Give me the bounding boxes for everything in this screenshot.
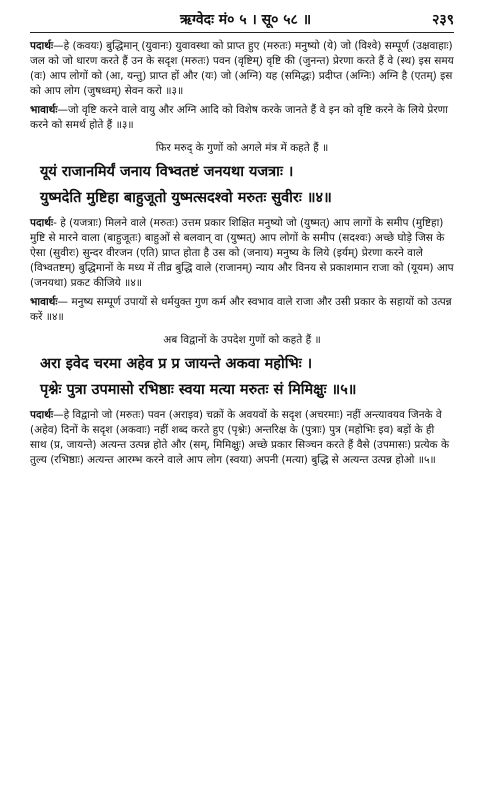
mantra-line: अरा इवेद चरमा अहेव प्र प्र जायन्ते अकवा महोभिः । [40,355,313,372]
padartha-text: —हे विद्वानो जो (मरुतः) पवन (अराइव) चक्रों के अवयवों के सदृश (अचरमाः) नहीं अन्त्यावयव जिनके वे (अहेव) दिनों के सदृश (अकवाः) नहीं शब्द करते हुए (पृश्नेः) अन्तरिक्ष के (पुत्राः) पुत्र (महोभिः इव) बड़ों के ही साथ (प्र, जायन्ते) अत्यन्त उत्पन्न होते और (सम्, मिमिक्षुः) अच्छे प्रकार सिञ्चन करते हैं वैसे (उपमासः) प्रत्येक के तुल्य (रभिष्ठाः) अत्यन्त आरम्भ करने वाले आप लोग (स्वया) अपनी (मत्या) बुद्धि से अत्यन्त उत्पन्न होओ ॥५॥ [30,409,450,466]
header-rule [30,32,454,33]
padartha-text: —हे (कवयः) बुद्धिमान् (युवानः) युवावस्था को प्राप्त हुए (मरुतः) मनुष्यो (ये) जो (विश्वे) सम्पूर्ण (उक्षवाहाः) जल को जो धारण करते हैं उन के सदृश (मरुतः) पवन (वृष्टिम्) वृष्टि की (जुनन्त) प्रेरणा करते हैं वे (स्थ) इस समय (वः) आप लोगों को (आ, यन्तु) प्राप्त हों और (यः) जो (अग्नि) यह (समिद्धः) प्रदीप्त (अग्निः) अग्नि है (एतम्) इस को आप लोग (जुषध्वम्) सेवन करो ॥३॥ [30,40,454,97]
running-title: ऋग्वेदः मं० ५ । सू० ५८ ॥ [180,11,312,28]
section-intro: अब विद्वानों के उपदेश गुणों को कहते हैं ॥ [163,334,321,346]
bhavartha-text: — मनुष्य सम्पूर्ण उपायों से धर्मयुक्त गुण कर्म और स्वभाव वाले राजा और उसी प्रकार के सहायों को उत्पन्न करें ॥४॥ [30,296,452,323]
page-header [30,6,454,32]
mantra-line: पृश्नेः पुत्रा उपमासो रभिष्ठाः स्वया मत्या मरुतः सं मिमिक्षुः ॥५॥ [40,381,357,398]
section-intro: फिर मरुद् के गुणों को अगले मंत्र में कहते हैं ॥ [155,142,329,154]
mantra-line: युष्मदेति मुष्टिहा बाहुजूतो युष्मत्सदश्वो मरुतः सुवीरः ॥४॥ [40,189,332,206]
padartha-paragraph [30,216,454,291]
padartha-label: पदार्थः [30,217,54,229]
page-number: २३९ [432,11,454,28]
padartha-paragraph [30,408,454,468]
padartha-paragraph [30,39,454,99]
bhavartha-paragraph [30,103,454,133]
padartha-label: पदार्थः [30,409,54,421]
padartha-text: - हे (यजत्राः) मिलने वाले (मरुतः) उत्तम प्रकार शिक्षित मनुष्यो जो (युष्मत्) आप लागों के समीप (मुष्टिहा) मुष्टि से मारने वाला (बाहुजूतः) बाहुओं से बलवान् वा (युष्मत्) आप लोगों के समीप (सदश्वः) अच्छे घोड़े जिस के ऐसा (सुवीरः) सुन्दर वीरजन (एति) प्राप्त होता है उस को (जनाय) मनुष्य के लिये (इर्यम्) प्रेरणा करने वाले (विभ्वतष्टम्) बुद्धिमानों के मध्य में तीव्र बुद्धि वाले (राजानम्) न्याय और विनय से प्रकाशमान राजा को (यूयम) आप (जनयथा) प्रकट कीजिये ॥४॥ [30,217,454,289]
bhavartha-label: भावार्थः [30,296,58,308]
mantra-line: यूयं राजानमिर्यं जनाय विभ्वतष्टं जनयथा यजत्राः । [40,163,294,180]
bhavartha-label: भावार्थः [30,104,58,116]
bhavartha-paragraph [30,295,454,325]
padartha-label: पदार्थः [30,40,54,52]
bhavartha-text: —जो वृष्टि करने वाले वायु और अग्नि आदि को विशेष करके जानते हैं वे इन को वृष्टि करने के लिये प्रेरणा करने को समर्थ होते हैं ॥३॥ [30,104,448,131]
